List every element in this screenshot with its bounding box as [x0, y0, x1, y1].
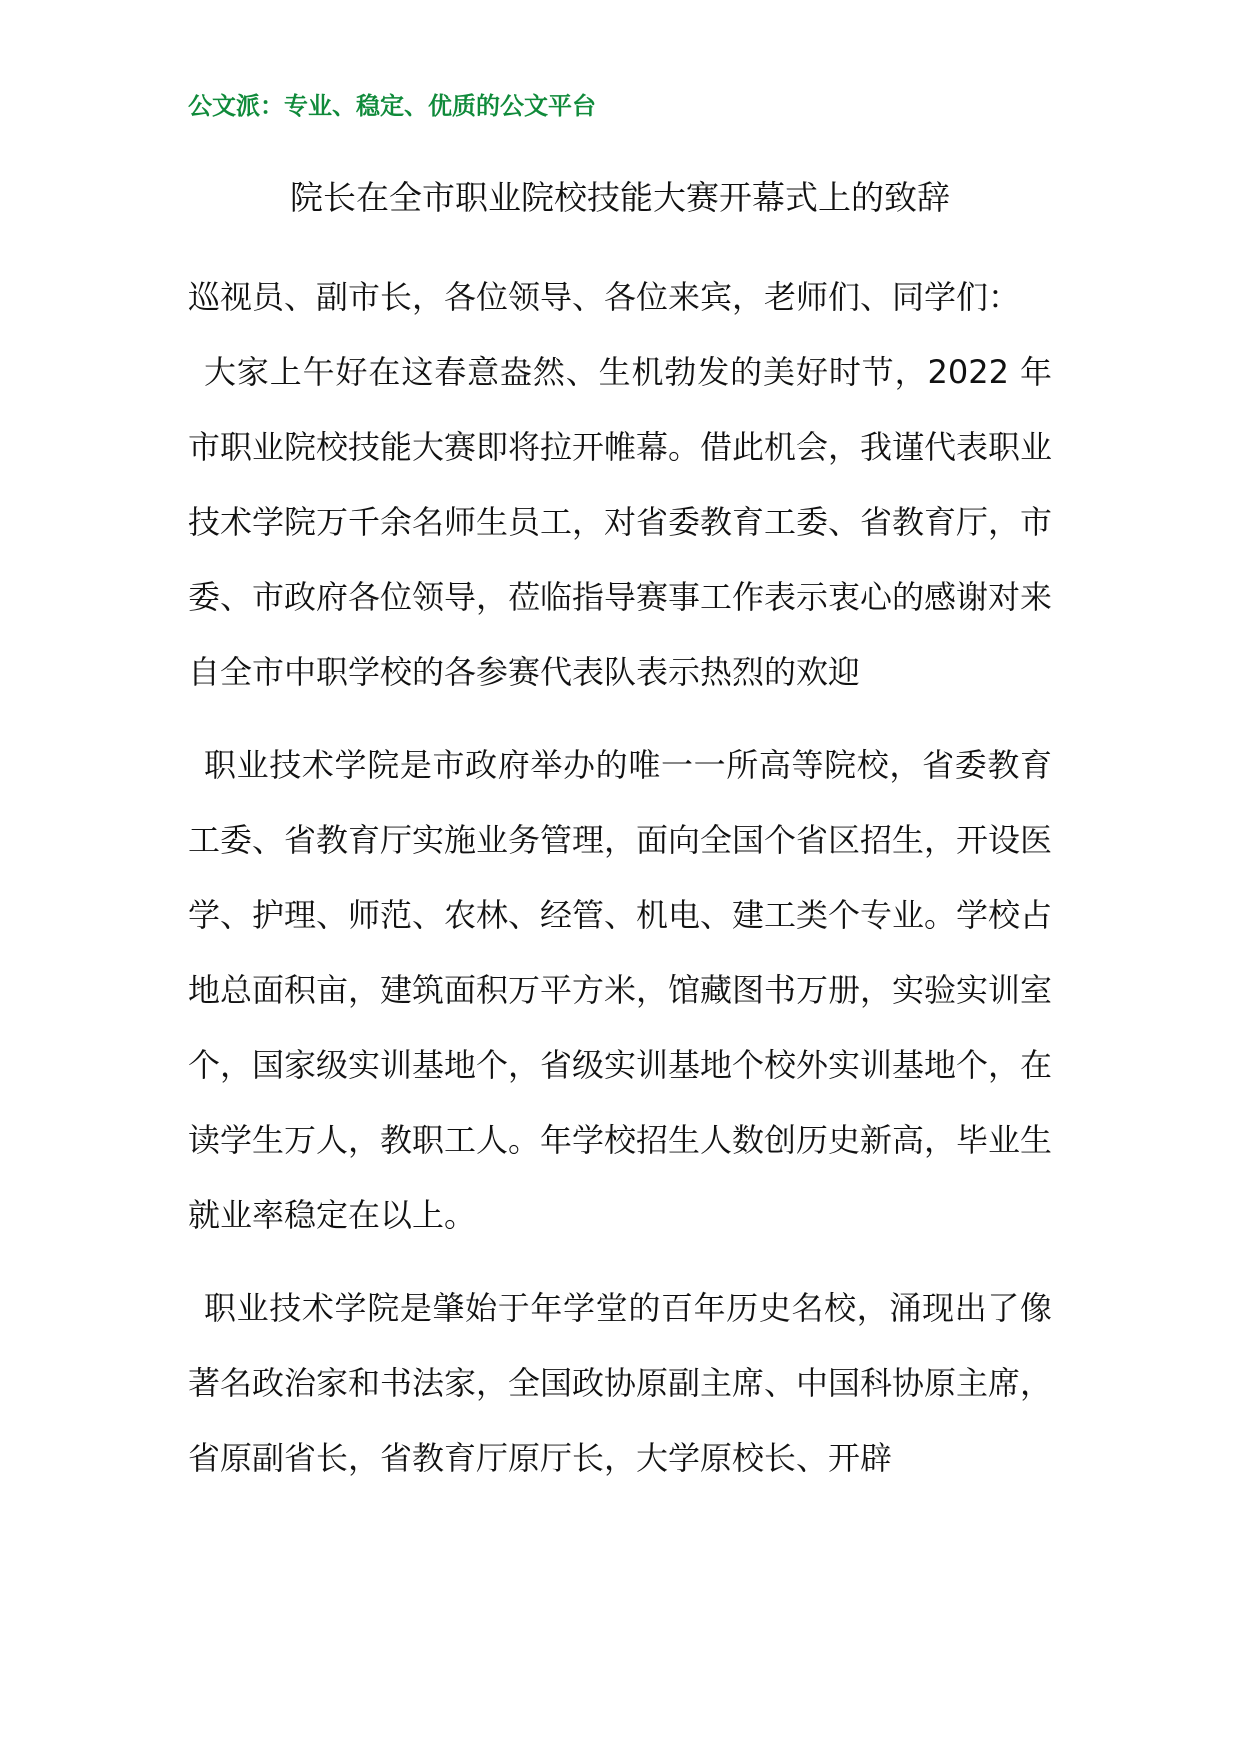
document-body — [188, 260, 1052, 1496]
document-title: 院长在全市职业院校技能大赛开幕式上的致辞 — [290, 178, 950, 217]
paragraph: 大家上午好在这春意盎然、生机勃发的美好时节，2022 年市职业院校技能大赛即将拉开帷幕。借此机会，我谨代表职业技术学院万千余名师生员工，对省委教育工委、省教育厅，市委、市政府各位领导，莅临指导赛事工作表示衷心的感谢对来自全市中职学校的各参赛代表队表示热烈的欢迎 — [188, 353, 1053, 691]
paragraph: 职业技术学院是市政府举办的唯一一所高等院校，省委教育工委、省教育厅实施业务管理，面向全国个省区招生，开设医学、护理、师范、农林、经管、机电、建工类个专业。学校占地总面积亩，建筑面积万平方米，馆藏图书万册，实验实训室个，国家级实训基地个，省级实训基地个校外实训基地个，在读学生万人，教职工人。年学校招生人数创历史新高，毕业生就业率稳定在以上。 — [188, 746, 1053, 1234]
paragraph: 职业技术学院是肇始于年学堂的百年历史名校，涌现出了像著名政治家和书法家，全国政协原副主席、中国科协原主席，省原副省长，省教育厅原厅长，大学原校长、开辟 — [188, 1289, 1053, 1477]
salutation: 巡视员、副市长，各位领导、各位来宾，老师们、同学们： — [188, 278, 1021, 316]
site-header: 公文派：专业、稳定、优质的公文平台 — [188, 92, 596, 120]
